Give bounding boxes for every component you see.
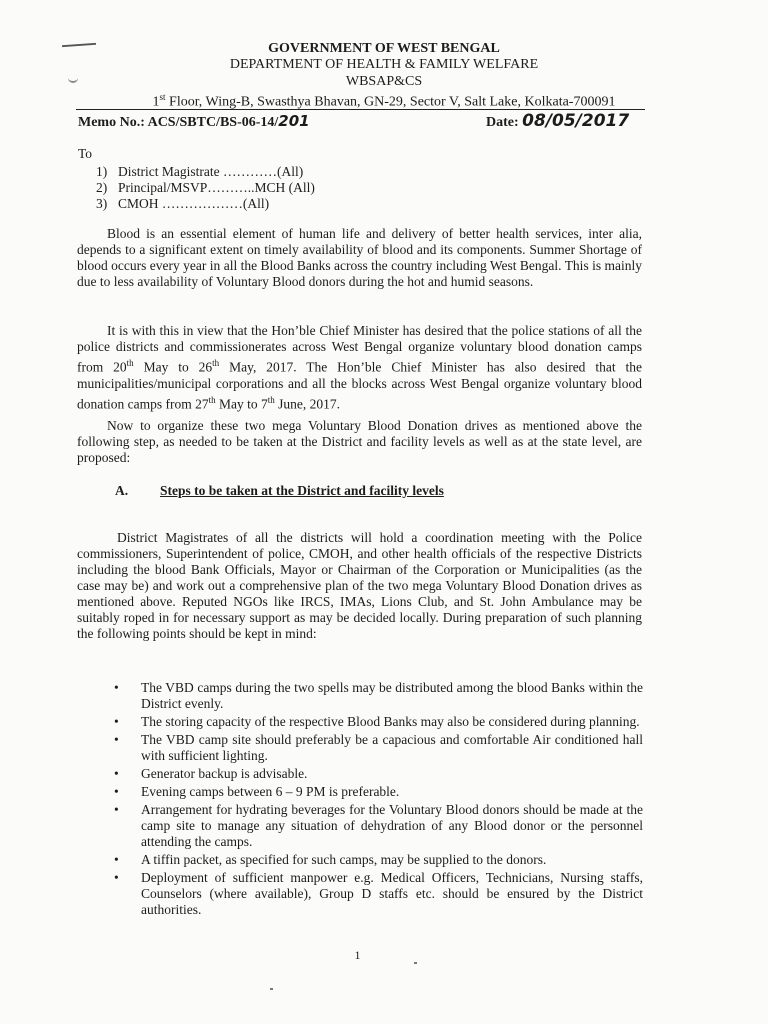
paragraph-coordination: District Magistrates of all the districts will hold a coordination meeting with the Police commissioners, Superintendent of police, CMOH, and other health officials of the respective Districts including the blood Bank Officials, Mayor or Chairman of the Corporation or Municipalities (as the case may be) and work out a comprehensive plan of the two mega Voluntary Blood Donation drives as mentioned above. Reputed NGOs like IRCS, IMAs, Lions Club, and St. John Ambulance may be suitably roped in for necessary support as may be decided locally. During preparation of such planning the following points should be kept in mind: xyxy=(77,530,642,641)
memo-number: Memo No.: ACS/SBTC/BS-06-14/201 xyxy=(78,112,310,130)
paragraph-blood-need: Blood is an essential element of human life and delivery of better health services, inter alia, depends to a significant extent on timely availability of blood and its components. Summer Shortage of blood occurs every year in all the Blood Banks across the country including West Bengal. This is mainly due to less availability of Voluntary Blood donors during the hot and humid seasons. xyxy=(77,226,642,289)
recipient-item: 3) CMOH ………………(All) xyxy=(96,196,270,211)
recipient-item: 1) District Magistrate …………(All) xyxy=(96,164,304,179)
section-title: Steps to be taken at the District and facility levels xyxy=(160,483,444,498)
paragraph-cm-directive: It is with this in view that the Hon’ble Chief Minister has desired that the police stations of all the police districts and commissionerates across West Bengal organize voluntary blood donation camps from 20th May to 26th May, 2017. The Hon’ble Chief Minister has also desired that the municipalities/municipal corporations and all the blocks across West Bengal organize voluntary blood donation camps from 27th May to 7th June, 2017. xyxy=(77,323,642,411)
guideline-item: • Arrangement for hydrating beverages for the Voluntary Blood donors should be made at the camp site to manage any situation of dehydration of any Blood donor or the personnel attending the camps. xyxy=(112,802,643,850)
memo-date: Date: 08/05/2017 xyxy=(486,111,630,131)
guideline-item: • The storing capacity of the respective Blood Banks may also be considered during planning. xyxy=(112,714,643,730)
recipient-item: 2) Principal/MSVP………..MCH (All) xyxy=(96,180,315,195)
guideline-list xyxy=(112,680,643,920)
guideline-item: • Evening camps between 6 – 9 PM is preferable. xyxy=(112,784,643,800)
office-heading: WBSAP&CS xyxy=(345,74,423,89)
memo-number-handwritten: 201 xyxy=(278,112,310,130)
department-heading: DEPARTMENT OF HEALTH & FAMILY WELFARE xyxy=(229,57,539,72)
memo-date-handwritten: 08/05/2017 xyxy=(522,111,630,131)
government-heading: GOVERNMENT OF WEST BENGAL xyxy=(268,41,500,56)
guideline-item: • The VBD camp site should preferably be a capacious and comfortable Air conditioned hall with sufficient lighting. xyxy=(112,732,643,764)
to-label: To xyxy=(78,146,93,161)
guideline-item: • Generator backup is advisable. xyxy=(112,766,643,782)
scan-speck xyxy=(414,962,417,964)
office-address: 1st Floor, Wing-B, Swasthya Bhavan, GN-29, Sector V, Salt Lake, Kolkata-700091 xyxy=(152,92,616,110)
guideline-item: • The VBD camps during the two spells may be distributed among the blood Banks within the District evenly. xyxy=(112,680,643,712)
guideline-item: • Deployment of sufficient manpower e.g. Medical Officers, Technicians, Nursing staffs, Counselors (where available), Group D staffs etc. should be ensured by the District authorities. xyxy=(112,870,643,918)
scan-speck xyxy=(270,988,273,990)
section-heading: A. Steps to be taken at the District and facility levels xyxy=(115,483,444,498)
guideline-item: • A tiffin packet, as specified for such camps, may be supplied to the donors. xyxy=(112,852,643,868)
page-number: 1 xyxy=(354,948,361,962)
paragraph-proposal: Now to organize these two mega Voluntary Blood Donation drives as mentioned above the following step, as needed to be taken at the District and facility levels as well as at the state level, are proposed: xyxy=(77,418,642,465)
header-divider xyxy=(76,109,645,110)
